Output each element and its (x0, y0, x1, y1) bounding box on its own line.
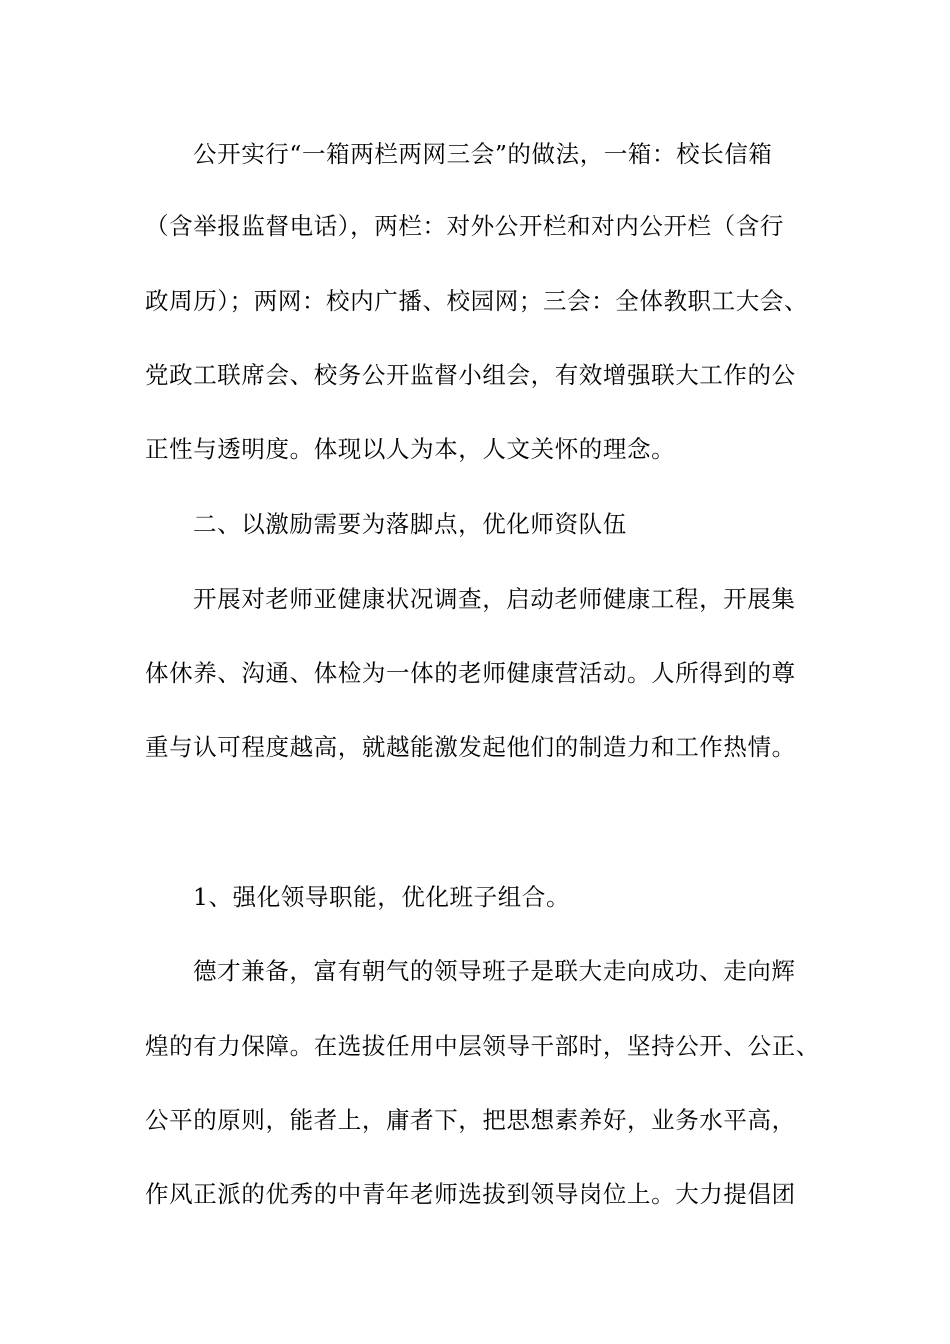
paragraph-1-line-5: 正性与透明度。体现以人为本，人文关怀的理念。 (145, 435, 676, 463)
paragraph-1-line-4: 党政工联席会、校务公开监督小组会，有效增强联大工作的公 (145, 361, 796, 389)
paragraph-3-line-1: 德才兼备，富有朝气的领导班子是联大走向成功、走向辉 (193, 957, 796, 985)
paragraph-2-line-1: 开展对老师亚健康状况调查，启动老师健康工程，开展集 (193, 585, 796, 613)
paragraph-1-line-3: 政周历）；两网：校内广播、校园网；三会：全体教职工大会、 (145, 287, 809, 315)
paragraph-3-line-2: 煌的有力保障。在选拔任用中层领导干部时，坚持公开、公正、 (145, 1032, 820, 1060)
paragraph-3-line-3: 公平的原则，能者上，庸者下，把思想素养好，业务水平高， (145, 1106, 796, 1134)
paragraph-3-line-4: 作风正派的优秀的中青年老师选拔到领导岗位上。大力提倡团 (145, 1180, 796, 1208)
subheading-1: 1、强化领导职能，优化班子组合。 (193, 883, 571, 911)
paragraph-2-line-2: 体休养、沟通、体检为一体的老师健康营活动。人所得到的尊 (145, 659, 796, 687)
section-heading-2: 二、以激励需要为落脚点，优化师资队伍 (193, 510, 627, 538)
paragraph-1-line-2: （含举报监督电话），两栏：对外公开栏和对内公开栏（含行 (145, 212, 784, 240)
paragraph-2-line-3: 重与认可程度越高，就越能激发起他们的制造力和工作热情。 (145, 733, 796, 761)
paragraph-1-line-1: 公开实行“一箱两栏两网三会”的做法，一箱：校长信箱 (193, 140, 773, 168)
